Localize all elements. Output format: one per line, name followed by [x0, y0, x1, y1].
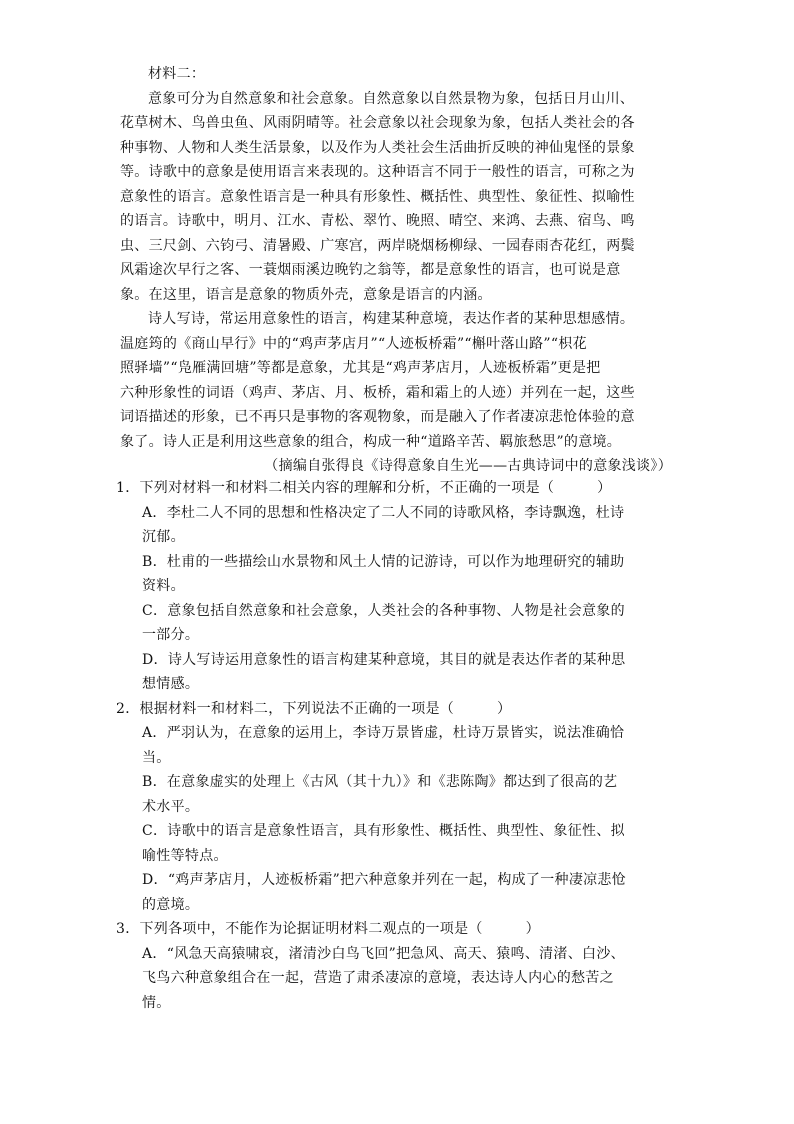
option-d-cont: 的意境。 — [142, 896, 200, 913]
paragraph-line: 风霜途次早行之客、一蓑烟雨溪边晚钓之翁等，都是意象性的语言，也可说是意 — [120, 262, 621, 278]
material-paragraph-1 — [120, 87, 680, 308]
paragraph-line: 象。在这里，语言是意象的物质外壳，意象是语言的内涵。 — [120, 286, 492, 303]
question-3 — [118, 917, 678, 1015]
option-a-cont: 飞鸟六种意象组合在一起，营造了肃杀凄凉的意境，表达诗人内心的愁苦之 — [142, 970, 614, 986]
question-2 — [118, 697, 678, 918]
question-section — [118, 476, 678, 1015]
question-stem: 2．根据材料一和材料二，下列说法不正确的一项是（ ） — [116, 700, 512, 717]
option-b: B．在意象虚实的处理上《古风（其十九）》和《悲陈陶》都达到了很高的艺 — [142, 774, 618, 790]
option-a-cont: 当。 — [142, 749, 171, 766]
paragraph-line: 的语言。诗歌中，明月、江水、青松、翠竹、晚照、晴空、来鸿、去燕、宿鸟、鸣 — [120, 213, 635, 229]
paragraph-line: 诗人写诗，常运用意象性的语言，构建某种意境，表达作者的某种思想感情。 — [148, 311, 635, 327]
option-a-cont: 沉郁。 — [142, 529, 185, 545]
option-b: B．杜甫的一些描绘山水景物和风土人情的记游诗，可以作为地理研究的辅助 — [142, 553, 625, 570]
question-stem: 3．下列各项中，不能作为论据证明材料二观点的一项是（ ） — [116, 921, 540, 937]
paragraph-line: 词语描述的形象，已不再只是事物的客观物象，而是融入了作者凄凉悲怆体验的意 — [120, 409, 635, 425]
option-d: D．诗人写诗运用意象性的语言构建某种意境，其目的就是表达作者的某种思 — [142, 651, 626, 668]
option-c-cont: 一部分。 — [142, 627, 200, 643]
paragraph-line: 花草树木、鸟兽虫鱼、风雨阴晴等。社会意象以社会现象为象，包括人类社会的各 — [120, 115, 635, 131]
option-b-cont: 资料。 — [142, 578, 185, 594]
question-1 — [118, 476, 678, 697]
option-c-cont: 喻性等特点。 — [142, 847, 228, 864]
material-heading: 材料二： — [148, 66, 206, 82]
option-d-cont: 想情感。 — [142, 676, 200, 692]
option-b-cont: 术水平。 — [142, 798, 200, 815]
option-c: C．意象包括自然意象和社会意象，人类社会的各种事物、人物是社会意象的 — [142, 602, 625, 619]
option-a: A．李杜二人不同的思想和性格决定了二人不同的诗歌风格，李诗飘逸，杜诗 — [142, 504, 625, 521]
material-paragraph-2 — [120, 307, 680, 454]
option-c: C．诗歌中的语言是意象性语言，具有形象性、概括性、典型性、象征性、拟 — [142, 823, 625, 839]
paragraph-line: 六种形象性的词语（鸡声、茅店、月、板桥，霜和霜上的人迹）并列在一起，这些 — [120, 384, 635, 401]
paragraph-line: 种事物、人物和人类生活景象，以及作为人类社会生活曲折反映的神仙鬼怪的景象 — [120, 139, 635, 156]
paragraph-line: 虫、三尺剑、六钧弓、清暑殿、广寒宫，两岸晓烟杨柳绿、一园春雨杏花红，两鬓 — [120, 237, 635, 254]
paragraph-line: 象了。诗人正是利用这些意象的组合，构成一种“道路辛苦、羁旅愁思”的意境。 — [120, 433, 622, 450]
source-citation: （摘编自张得良《诗得意象自生光——古典诗词中的意象浅谈》） — [264, 458, 672, 474]
paragraph-line: 照驿墙”“凫雁满回塘”等都是意象，尤其是“鸡声茅店月，人迹板桥霜”更是把 — [120, 360, 601, 376]
question-stem: 1．下列对材料一和材料二相关内容的理解和分析，不正确的一项是（ ） — [116, 480, 612, 496]
option-a-cont: 情。 — [142, 994, 171, 1011]
paragraph-line: 意象性的语言。意象性语言是一种具有形象性、概括性、典型性、象征性、拟喻性 — [120, 188, 635, 205]
option-d: D．“鸡声茅店月，人迹板桥霜”把六种意象并列在一起，构成了一种凄凉悲怆 — [142, 872, 627, 888]
paragraph-line: 温庭筠的《商山早行》中的“鸡声茅店月”“人迹板桥霜”“槲叶落山路”“枳花 — [120, 335, 587, 352]
material-two — [120, 62, 680, 479]
paragraph-line: 意象可分为自然意象和社会意象。自然意象以自然景物为象，包括日月山川、 — [148, 90, 635, 107]
option-a: A．严羽认为，在意象的运用上，李诗万景皆虚，杜诗万景皆实，说法准确恰 — [142, 725, 625, 741]
option-a: A．“风急天高猿啸哀，渚清沙白鸟飞回”把急风、高天、猿鸣、清渚、白沙、 — [142, 945, 625, 962]
paragraph-line: 等。诗歌中的意象是使用语言来表现的。这种语言不同于一般性的语言，可称之为 — [120, 164, 635, 180]
